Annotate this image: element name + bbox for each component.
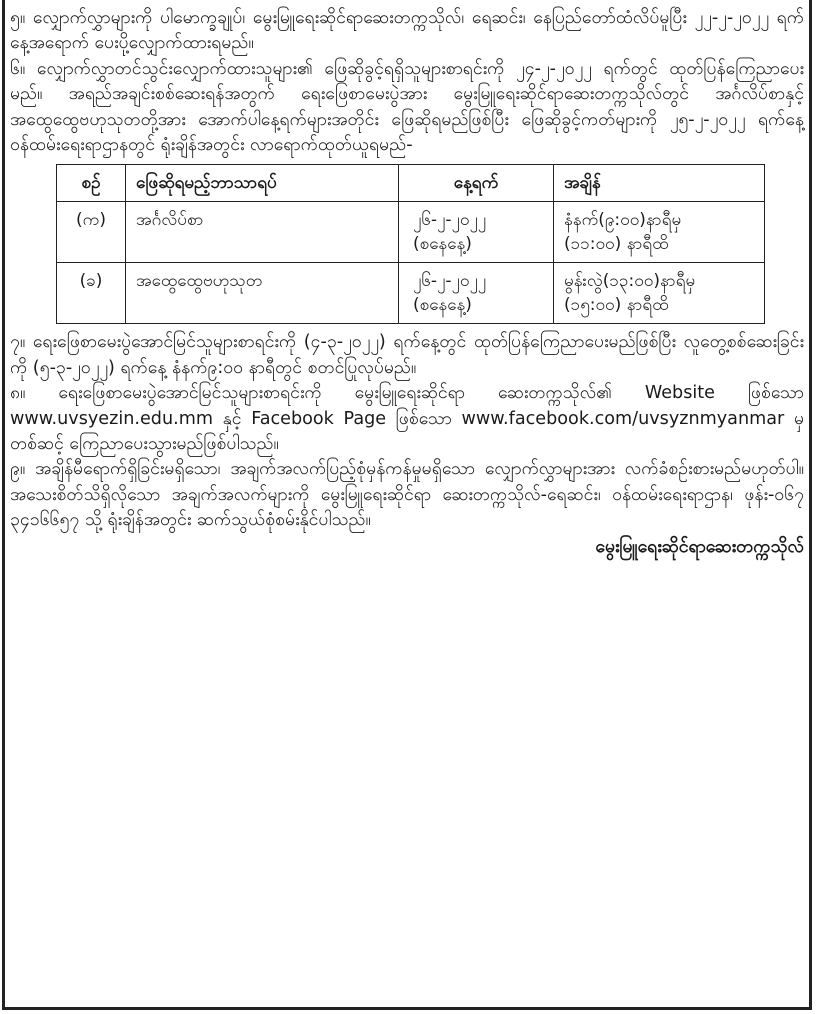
row-subject: အထွေထွေဗဟုသုတ bbox=[126, 263, 399, 324]
paragraph-7: ၇။ ရေးဖြေစာမေးပွဲအောင်မြင်သူများစာရင်းကို (၄-၃-၂၀၂၂) ရက်နေ့တွင် ထုတ်ပြန်ကြေညာပေးမည်ဖြစ်ပြီး လူတွေ့စစ်ဆေးခြင်းကို (၅-၃-၂၀၂၂) ရက်နေ့ နံနက်၉:၀၀ နာရီတွင် စတင်ပြုလုပ်မည်။ bbox=[10, 332, 804, 378]
row-date-value: ၂၆-၂-၂၀၂၂ bbox=[413, 210, 487, 231]
row-no: (ခ) bbox=[57, 263, 126, 324]
paragraph-5: ၅။ လျှောက်လွှာများကို ပါမောက္ခချုပ်၊ မွေးမြူရေးဆိုင်ရာဆေးတက္ကသိုလ်၊ ရေဆင်း၊ နေပြည်တော်ထံလိပ်မူပြီး ၂၂-၂-၂၀၂၂ ရက်နေ့အရောက် ပေးပို့လျှောက်ထားရမည်။ bbox=[10, 8, 804, 54]
row-no: (က) bbox=[57, 202, 126, 263]
header-subject: ဖြေဆိုရမည့်ဘာသာရပ် bbox=[126, 165, 399, 202]
row-subject: အင်္ဂလိပ်စာ bbox=[126, 202, 399, 263]
row-day: (စနေနေ့) bbox=[413, 234, 472, 255]
table-row bbox=[57, 263, 765, 324]
row-date-value: ၂၆-၂-၂၀၂၂ bbox=[413, 271, 487, 292]
row-date bbox=[399, 263, 554, 324]
header-date: နေ့ရက် bbox=[399, 165, 554, 202]
signature: မွေးမြူရေးဆိုင်ရာဆေးတက္ကသိုလ် bbox=[595, 536, 804, 557]
row-time-start: နံနက်(၉:၀၀)နာရီမှ bbox=[564, 210, 682, 231]
row-time-start: မွန်းလွဲ(၁၃:၀၀)နာရီမှ bbox=[564, 271, 696, 292]
paragraph-8: ၈။ ရေးဖြေစာမေးပွဲအောင်မြင်သူများစာရင်းကို မွေးမြူရေးဆိုင်ရာ ဆေးတက္ကသိုလ်၏ Website ဖြစ်သော www.uvsyezin.edu.mm နှင့် Facebook Page ဖြစ်သော www.facebook.com/uvsyznmyanmar မှတစ်ဆင့် ကြေညာပေးသွားမည်ဖြစ်ပါသည်။ bbox=[10, 383, 804, 455]
paragraph-6: ၆။ လျှောက်လွှာတင်သွင်းလျှောက်ထားသူများ၏ ဖြေဆိုခွင့်ရရှိသူများစာရင်းကို ၂၄-၂-၂၀၂၂ ရက်တွင် ထုတ်ပြန်ကြေညာပေးမည်။ အရည်အချင်းစစ်ဆေးရန်အတွက် ရေးဖြေစာမေးပွဲအား မွေးမြူရေးဆိုင်ရာဆေးတက္ကသိုလ်တွင် အင်္ဂလိပ်စာနှင့် အထွေထွေဗဟုသုတတို့အား အောက်ပါနေ့ရက်များအတိုင်း ဖြေဆိုရမည်ဖြစ်ပြီး ဖြေဆိုခွင့်ကတ်များကို ၂၅-၂-၂၀၂၂ ရက်နေ့ ဝန်ထမ်းရေးရာဌာနတွင် ရုံးချိန်အတွင်း လာရောက်ထုတ်ယူရမည်- bbox=[10, 58, 804, 156]
table-header-row bbox=[57, 165, 765, 202]
row-time bbox=[554, 263, 765, 324]
header-time: အချိန် bbox=[554, 165, 765, 202]
exam-schedule-table bbox=[56, 164, 765, 324]
row-time bbox=[554, 202, 765, 263]
row-time-end: (၁၅:၀၀) နာရီထိ bbox=[564, 295, 669, 316]
table-row bbox=[57, 202, 765, 263]
paragraph-9: ၉။ အချိန်မီရောက်ရှိခြင်းမရှိသော၊ အချက်အလက်ပြည့်စုံမှန်ကန်မှုမရှိသော လျှောက်လွှာများအား လက်ခံစဉ်းစားမည်မဟုတ်ပါ။ အသေးစိတ်သိရှိလိုသော အချက်အလက်များကို မွေးမြူရေးဆိုင်ရာ ဆေးတက္ကသိုလ်-ရေဆင်း၊ ဝန်ထမ်းရေးရာဌာန၊ ဖုန်း-၀၆၇ ၃၄၁၆၆၅၇ သို့ ရုံးချိန်အတွင်း ဆက်သွယ်စုံစမ်းနိုင်ပါသည်။ bbox=[10, 459, 804, 531]
row-day: (စနေနေ့) bbox=[413, 295, 472, 316]
document-body bbox=[10, 6, 804, 560]
row-date bbox=[399, 202, 554, 263]
header-no: စဉ် bbox=[57, 165, 126, 202]
row-time-end: (၁၁:၀၀) နာရီထိ bbox=[564, 234, 669, 255]
